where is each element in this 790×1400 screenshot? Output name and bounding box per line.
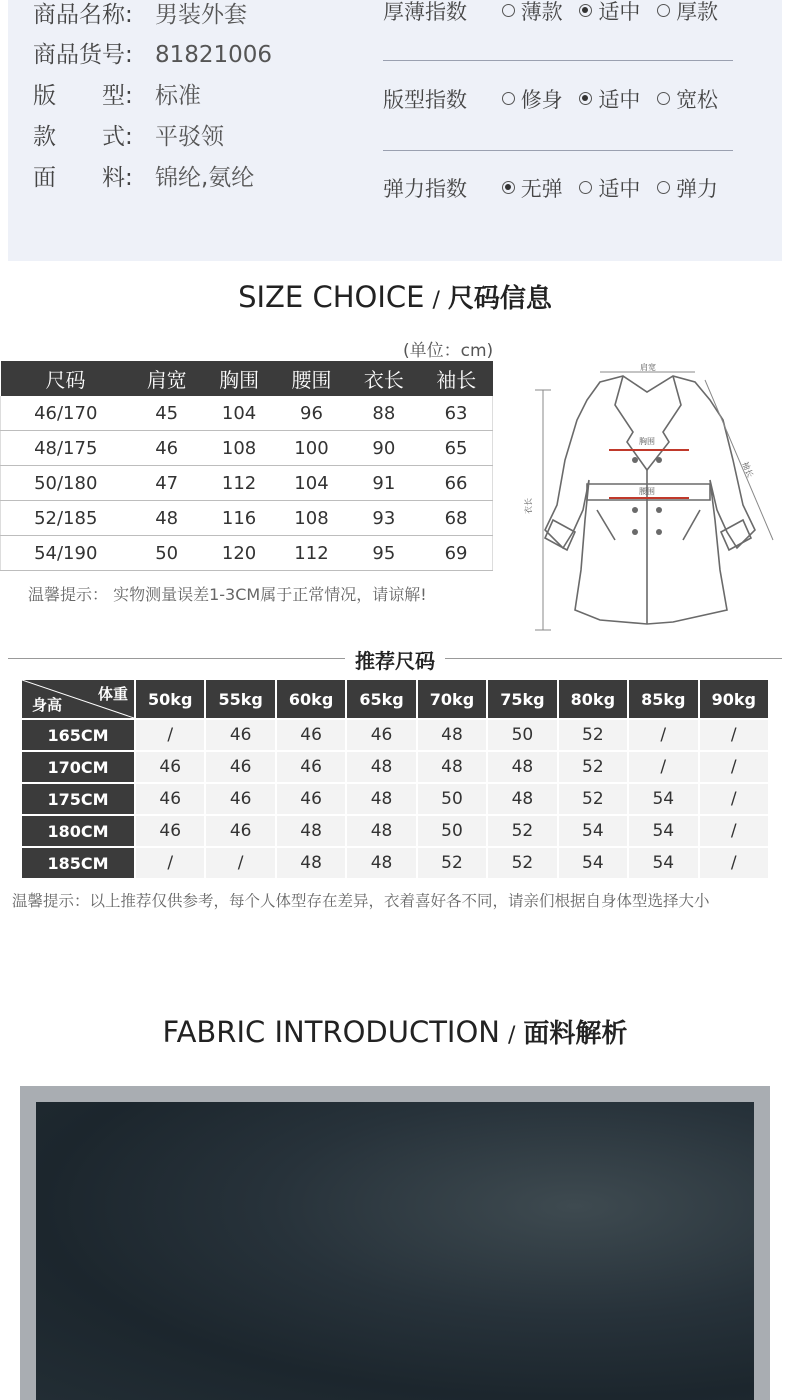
radio-icon [657, 92, 670, 105]
coat-pocket-left [597, 510, 615, 540]
coat-button [632, 507, 638, 513]
cell: 95 [348, 536, 420, 571]
recommend-table [20, 678, 770, 880]
index-option [502, 0, 563, 26]
attr-label: 商品名称: [33, 2, 133, 28]
weight-header: 55kg [206, 680, 274, 718]
col-header: 袖长 [420, 361, 492, 396]
title-zh: 尺码信息 [447, 284, 552, 314]
attr-label: 版 型: [33, 83, 133, 109]
cell: 52 [418, 848, 486, 878]
cell: 93 [348, 501, 420, 536]
recommend-title-text: 推荐尺码 [345, 649, 445, 673]
option-label: 适中 [598, 177, 641, 201]
cell: 90 [348, 431, 420, 466]
cell: 54 [559, 848, 627, 878]
cell: / [136, 848, 204, 878]
option-label: 修身 [520, 88, 563, 112]
cell: 54/190 [1, 536, 131, 571]
cell: / [629, 720, 697, 750]
height-header: 170CM [22, 752, 134, 782]
table-row [1, 431, 493, 466]
cell: 48 [277, 848, 345, 878]
label-length: 衣长 [524, 498, 533, 514]
cell: 50/180 [1, 466, 131, 501]
radio-icon [502, 92, 515, 105]
attr-label: 款 式: [33, 124, 133, 150]
cell: / [700, 848, 769, 878]
height-header: 185CM [22, 848, 134, 878]
cell: 112 [275, 536, 347, 571]
cell: 112 [203, 466, 275, 501]
coat-button [632, 457, 638, 463]
cell: 88 [348, 396, 420, 431]
cell: 52/185 [1, 501, 131, 536]
option-label: 宽松 [676, 88, 719, 112]
option-label: 弹力 [676, 177, 719, 201]
attr-row-sku [33, 36, 272, 69]
coat-button [656, 529, 662, 535]
cell: 52 [559, 784, 627, 814]
cell: 52 [488, 848, 556, 878]
cell: / [136, 720, 204, 750]
cell: 54 [629, 784, 697, 814]
fabric-photo [36, 1102, 754, 1400]
cell: 65 [420, 431, 492, 466]
cell: 116 [203, 501, 275, 536]
cell: 120 [203, 536, 275, 571]
coat-cuff-right [721, 520, 751, 550]
attr-value: 男装外套 [155, 2, 247, 28]
cell: 46 [136, 752, 204, 782]
cell: 96 [275, 396, 347, 431]
coat-button [632, 529, 638, 535]
corner-cell [22, 680, 134, 718]
cell: 52 [488, 816, 556, 846]
cell: 46/170 [1, 396, 131, 431]
index-option [502, 173, 563, 203]
cell: 48 [418, 720, 486, 750]
height-header: 165CM [22, 720, 134, 750]
radio-icon [579, 181, 592, 194]
cell: 46 [347, 720, 415, 750]
index-label: 弹力指数 [383, 177, 467, 201]
col-header: 肩宽 [131, 361, 203, 396]
cell: 108 [203, 431, 275, 466]
index-option [657, 0, 718, 26]
cell: 48 [131, 501, 203, 536]
cell: 46 [206, 720, 274, 750]
title-slash: / [508, 1023, 516, 1048]
coat-button [656, 507, 662, 513]
radio-icon [657, 4, 670, 17]
index-option [502, 84, 563, 114]
cell: 46 [206, 752, 274, 782]
table-row [22, 848, 768, 878]
attr-value: 81821006 [155, 42, 273, 68]
unit-note: (单位：cm) [403, 341, 494, 361]
cell: 104 [275, 466, 347, 501]
cell: 63 [420, 396, 492, 431]
col-header: 腰围 [275, 361, 347, 396]
cell: / [206, 848, 274, 878]
option-label: 厚款 [676, 0, 719, 24]
label-shoulder: 肩宽 [640, 363, 656, 372]
radio-icon [502, 4, 515, 17]
cell: 52 [559, 752, 627, 782]
coat-pocket-right [683, 510, 700, 540]
cell: 46 [136, 816, 204, 846]
cell: 48 [488, 784, 556, 814]
weight-header: 85kg [629, 680, 697, 718]
cell: 54 [559, 816, 627, 846]
cell: 46 [136, 784, 204, 814]
table-row [1, 396, 493, 431]
coat-lapel-right [647, 376, 681, 470]
cell: 50 [131, 536, 203, 571]
weight-header: 60kg [277, 680, 345, 718]
measurement-tip: 温馨提示： 实物测量误差1-3CM属于正常情况，请谅解! [28, 585, 427, 604]
col-header: 尺码 [1, 361, 131, 396]
cell: / [700, 752, 769, 782]
attr-label: 面 料: [33, 165, 133, 191]
title-slash: / [432, 288, 440, 313]
table-row [22, 720, 768, 750]
index-option [657, 173, 718, 203]
attr-label: 商品货号: [33, 42, 133, 68]
cell: 50 [418, 816, 486, 846]
recommend-title [0, 645, 790, 674]
cell: 68 [420, 501, 492, 536]
cell: 50 [418, 784, 486, 814]
cell: 104 [203, 396, 275, 431]
cell: 100 [275, 431, 347, 466]
divider [383, 150, 733, 151]
cell: 48 [277, 816, 345, 846]
title-en: SIZE CHOICE [238, 280, 425, 314]
cell: 46 [277, 752, 345, 782]
size-table [0, 361, 493, 571]
col-header: 胸围 [203, 361, 275, 396]
corner-height: 身高 [32, 696, 63, 714]
cell: / [700, 784, 769, 814]
cell: 52 [559, 720, 627, 750]
coat-button [656, 457, 662, 463]
option-label: 适中 [598, 88, 641, 112]
cell: 48 [347, 752, 415, 782]
weight-header: 80kg [559, 680, 627, 718]
coat-measurement-diagram [505, 360, 790, 640]
title-en: FABRIC INTRODUCTION [162, 1015, 500, 1049]
radio-icon [657, 181, 670, 194]
cell: 48 [488, 752, 556, 782]
table-row [22, 784, 768, 814]
cell: 108 [275, 501, 347, 536]
attr-row-fabric [33, 159, 254, 192]
attr-value: 平驳领 [155, 124, 224, 150]
attr-row-fit [33, 77, 201, 110]
recommend-header [22, 680, 768, 718]
index-option [657, 84, 718, 114]
cell: 48 [347, 784, 415, 814]
table-row [22, 816, 768, 846]
attr-row-style [33, 118, 224, 151]
weight-header: 75kg [488, 680, 556, 718]
weight-header: 70kg [418, 680, 486, 718]
cell: / [700, 720, 769, 750]
weight-header: 90kg [700, 680, 769, 718]
size-section-title [0, 278, 790, 315]
cell: 48 [347, 816, 415, 846]
cell: 46 [277, 784, 345, 814]
corner-weight: 体重 [97, 685, 128, 703]
coat-lapel-left [615, 376, 647, 470]
cell: 47 [131, 466, 203, 501]
cell: 46 [206, 784, 274, 814]
radio-selected-icon [579, 92, 592, 105]
cell: 48/175 [1, 431, 131, 466]
label-chest: 胸围 [639, 437, 655, 446]
table-row [1, 466, 493, 501]
cell: 45 [131, 396, 203, 431]
divider [383, 60, 733, 61]
cell: 91 [348, 466, 420, 501]
fabric-section-title [0, 1013, 790, 1050]
index-elasticity [383, 173, 728, 203]
option-label: 适中 [598, 0, 641, 24]
cell: 46 [277, 720, 345, 750]
cell: 54 [629, 816, 697, 846]
attr-value: 锦纶,氨纶 [155, 165, 255, 191]
table-row [1, 501, 493, 536]
cell: 48 [418, 752, 486, 782]
radio-selected-icon [502, 181, 515, 194]
cell: 48 [347, 848, 415, 878]
cell: 69 [420, 536, 492, 571]
col-header: 衣长 [348, 361, 420, 396]
index-fit [383, 84, 728, 114]
attr-row-name [33, 0, 247, 29]
index-option [579, 173, 640, 203]
index-option [579, 84, 640, 114]
radio-selected-icon [579, 4, 592, 17]
cell: 50 [488, 720, 556, 750]
size-table-header [1, 361, 493, 396]
index-label: 厚薄指数 [383, 0, 467, 24]
index-label: 版型指数 [383, 88, 467, 112]
cell: 46 [131, 431, 203, 466]
index-option [579, 0, 640, 26]
attr-value: 标准 [155, 83, 201, 109]
cell: / [700, 816, 769, 846]
table-row [22, 752, 768, 782]
height-header: 175CM [22, 784, 134, 814]
cell: 46 [206, 816, 274, 846]
weight-header: 65kg [347, 680, 415, 718]
option-label: 薄款 [520, 0, 563, 24]
height-header: 180CM [22, 816, 134, 846]
label-sleeve: 袖长 [740, 460, 755, 479]
cell: 54 [629, 848, 697, 878]
cell: 66 [420, 466, 492, 501]
weight-header: 50kg [136, 680, 204, 718]
title-zh: 面料解析 [523, 1019, 628, 1049]
index-thickness [383, 0, 728, 26]
recommend-tip: 温馨提示：以上推荐仅供参考，每个人体型存在差异，衣着喜好各不同，请亲们根据自身体型选择大小 [12, 892, 710, 910]
label-waist: 腰围 [639, 487, 655, 496]
option-label: 无弹 [520, 177, 563, 201]
table-row [1, 536, 493, 571]
cell: / [629, 752, 697, 782]
